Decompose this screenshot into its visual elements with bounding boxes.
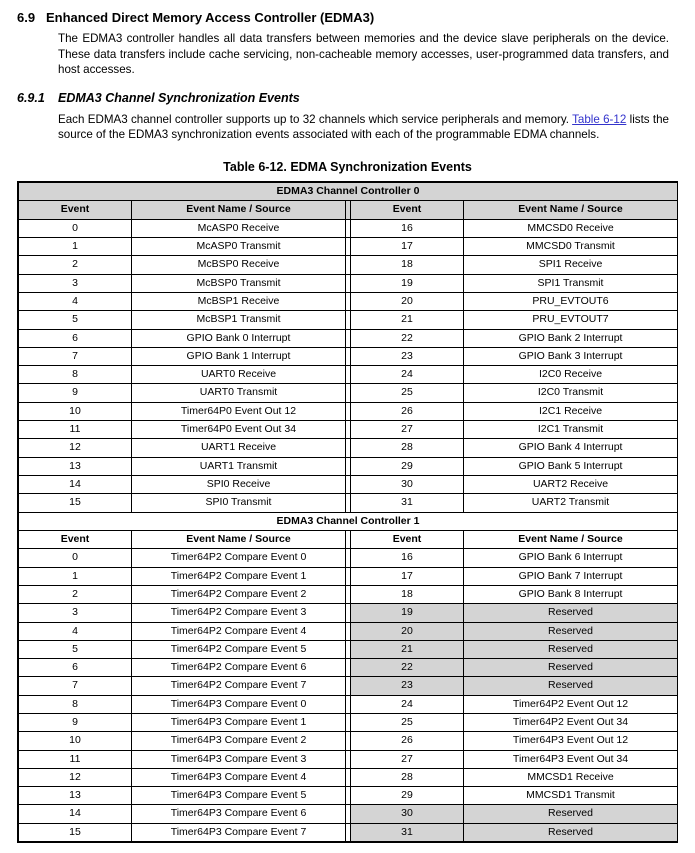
event-source-right: I2C0 Transmit [464,384,678,402]
event-source-right: MMCSD1 Receive [464,768,678,786]
event-number-right: 28 [351,768,464,786]
table-row [19,347,678,365]
paragraph-text-before-link: Each EDMA3 channel controller supports up to 32 channels which service peripherals and memory. [58,112,573,126]
event-number-right: 21 [351,311,464,329]
event-source-left: UART0 Transmit [132,384,346,402]
table-row [19,823,678,841]
column-header-name-right: Event Name / Source [464,201,678,219]
section-number: 6.9 [17,10,36,25]
event-source-right: Reserved [464,604,678,622]
event-number-left: 2 [19,256,132,274]
event-number-left: 3 [19,604,132,622]
event-number-left: 1 [19,238,132,256]
event-source-right: PRU_EVTOUT6 [464,292,678,310]
event-source-right: UART2 Transmit [464,494,678,512]
event-source-left: Timer64P3 Compare Event 3 [132,750,346,768]
event-number-right: 16 [351,219,464,237]
table-column-header-row [19,531,678,549]
subsection-title: EDMA3 Channel Synchronization Events [58,90,300,105]
event-source-right: MMCSD1 Transmit [464,787,678,805]
event-source-left: GPIO Bank 0 Interrupt [132,329,346,347]
table-row [19,549,678,567]
event-source-right: GPIO Bank 2 Interrupt [464,329,678,347]
subsection-number: 6.9.1 [17,90,45,105]
event-source-right: Reserved [464,659,678,677]
event-source-right: GPIO Bank 6 Interrupt [464,549,678,567]
event-source-right: MMCSD0 Transmit [464,238,678,256]
event-number-left: 13 [19,457,132,475]
event-number-left: 0 [19,549,132,567]
table-row [19,659,678,677]
event-number-right: 21 [351,640,464,658]
event-source-right: MMCSD0 Receive [464,219,678,237]
table-row [19,366,678,384]
column-header-name-left: Event Name / Source [132,201,346,219]
event-number-left: 14 [19,475,132,493]
event-source-left: UART0 Receive [132,366,346,384]
event-number-right: 25 [351,713,464,731]
event-number-left: 8 [19,366,132,384]
table-body [19,182,678,841]
column-header-event-left: Event [19,201,132,219]
event-number-right: 23 [351,677,464,695]
event-source-right: UART2 Receive [464,475,678,493]
subsection-heading-6-9-1 [0,78,695,105]
table-row [19,695,678,713]
subsection-paragraph [0,105,695,143]
event-number-right: 29 [351,787,464,805]
event-number-right: 27 [351,750,464,768]
event-number-right: 19 [351,274,464,292]
event-number-right: 31 [351,823,464,841]
table-caption: Table 6-12. EDMA Synchronization Events [223,159,472,174]
table-row [19,768,678,786]
event-source-left: Timer64P0 Event Out 34 [132,421,346,439]
table-row [19,750,678,768]
event-source-left: GPIO Bank 1 Interrupt [132,347,346,365]
event-number-left: 10 [19,732,132,750]
event-source-right: Reserved [464,622,678,640]
event-number-left: 11 [19,421,132,439]
table-row [19,622,678,640]
event-number-left: 9 [19,713,132,731]
column-header-event-right: Event [351,531,464,549]
event-source-right: Timer64P3 Event Out 34 [464,750,678,768]
edma-sync-events-table-wrapper [17,181,678,843]
event-number-left: 7 [19,347,132,365]
event-number-left: 6 [19,659,132,677]
table-row [19,384,678,402]
event-source-left: Timer64P2 Compare Event 3 [132,604,346,622]
table-row [19,805,678,823]
event-number-right: 24 [351,366,464,384]
event-source-right: Timer64P2 Event Out 34 [464,713,678,731]
event-number-right: 18 [351,256,464,274]
event-number-right: 20 [351,292,464,310]
event-source-left: SPI0 Receive [132,475,346,493]
event-number-right: 30 [351,475,464,493]
event-source-right: Timer64P2 Event Out 12 [464,695,678,713]
event-source-right: I2C0 Receive [464,366,678,384]
event-number-right: 18 [351,585,464,603]
event-number-right: 23 [351,347,464,365]
column-header-name-right: Event Name / Source [464,531,678,549]
table-row [19,604,678,622]
event-source-right: GPIO Bank 4 Interrupt [464,439,678,457]
event-number-left: 15 [19,494,132,512]
event-number-right: 29 [351,457,464,475]
event-number-left: 1 [19,567,132,585]
event-source-left: Timer64P2 Compare Event 6 [132,659,346,677]
column-header-name-left: Event Name / Source [132,531,346,549]
event-source-left: Timer64P3 Compare Event 2 [132,732,346,750]
event-source-right: I2C1 Receive [464,402,678,420]
event-number-right: 17 [351,238,464,256]
event-number-left: 10 [19,402,132,420]
table-cross-reference-link[interactable]: Table 6-12 [572,112,627,126]
event-source-right: Reserved [464,677,678,695]
event-number-right: 25 [351,384,464,402]
table-row [19,677,678,695]
table-row [19,311,678,329]
event-number-left: 15 [19,823,132,841]
event-number-right: 24 [351,695,464,713]
event-source-right: GPIO Bank 7 Interrupt [464,567,678,585]
table-row [19,274,678,292]
event-number-left: 11 [19,750,132,768]
event-source-right: I2C1 Transmit [464,421,678,439]
table-row [19,585,678,603]
event-number-left: 5 [19,311,132,329]
section-paragraph: The EDMA3 controller handles all data transfers between memories and the device slave peripherals on the device. These data transfers include cache servicing, non-cacheable memory accesses, user-programmed data transfers, and host accesses. [58,32,669,77]
event-number-left: 3 [19,274,132,292]
table-column-header-row [19,201,678,219]
controller-banner-label: EDMA3 Channel Controller 0 [19,182,678,201]
event-number-left: 14 [19,805,132,823]
event-source-left: Timer64P2 Compare Event 2 [132,585,346,603]
event-number-left: 13 [19,787,132,805]
event-number-left: 12 [19,768,132,786]
event-source-left: Timer64P3 Compare Event 4 [132,768,346,786]
event-source-left: Timer64P0 Event Out 12 [132,402,346,420]
table-row [19,256,678,274]
table-row [19,640,678,658]
event-source-left: McASP0 Receive [132,219,346,237]
table-row [19,402,678,420]
event-number-right: 17 [351,567,464,585]
event-number-right: 22 [351,329,464,347]
event-source-right: SPI1 Receive [464,256,678,274]
event-source-right: PRU_EVTOUT7 [464,311,678,329]
event-source-left: Timer64P2 Compare Event 4 [132,622,346,640]
event-number-left: 5 [19,640,132,658]
event-number-left: 4 [19,622,132,640]
event-number-right: 26 [351,402,464,420]
table-row [19,238,678,256]
event-number-right: 26 [351,732,464,750]
table-row [19,494,678,512]
event-source-left: Timer64P3 Compare Event 0 [132,695,346,713]
event-number-left: 0 [19,219,132,237]
controller-banner-label: EDMA3 Channel Controller 1 [19,512,678,531]
section-heading-6-9 [0,0,695,25]
event-number-right: 19 [351,604,464,622]
event-number-right: 31 [351,494,464,512]
table-row [19,329,678,347]
event-source-right: GPIO Bank 8 Interrupt [464,585,678,603]
paragraph-text-after-link: lists the source of the EDMA3 synchronization events associated with each of the programmable EDMA channels. [58,112,669,142]
table-row [19,732,678,750]
event-source-left: Timer64P2 Compare Event 1 [132,567,346,585]
event-source-left: Timer64P3 Compare Event 1 [132,713,346,731]
event-number-left: 4 [19,292,132,310]
event-source-left: McBSP1 Receive [132,292,346,310]
controller-banner-row [19,182,678,201]
column-header-event-right: Event [351,201,464,219]
event-source-left: Timer64P2 Compare Event 5 [132,640,346,658]
event-source-left: Timer64P3 Compare Event 7 [132,823,346,841]
controller-banner-row [19,512,678,531]
edma-sync-events-table [18,182,678,842]
event-source-right: Reserved [464,805,678,823]
event-source-left: SPI0 Transmit [132,494,346,512]
event-source-right: SPI1 Transmit [464,274,678,292]
event-source-left: McBSP1 Transmit [132,311,346,329]
table-row [19,787,678,805]
event-source-left: Timer64P2 Compare Event 7 [132,677,346,695]
event-source-left: McBSP0 Transmit [132,274,346,292]
event-source-left: Timer64P2 Compare Event 0 [132,549,346,567]
column-header-event-left: Event [19,531,132,549]
event-source-right: Timer64P3 Event Out 12 [464,732,678,750]
event-source-left: McASP0 Transmit [132,238,346,256]
table-row [19,567,678,585]
event-source-right: Reserved [464,823,678,841]
event-number-left: 7 [19,677,132,695]
event-number-right: 22 [351,659,464,677]
event-number-right: 20 [351,622,464,640]
event-source-left: UART1 Receive [132,439,346,457]
event-number-left: 6 [19,329,132,347]
event-source-left: Timer64P3 Compare Event 6 [132,805,346,823]
event-number-left: 2 [19,585,132,603]
event-number-right: 28 [351,439,464,457]
table-row [19,439,678,457]
event-source-right: Reserved [464,640,678,658]
table-row [19,713,678,731]
event-source-right: GPIO Bank 3 Interrupt [464,347,678,365]
event-source-left: UART1 Transmit [132,457,346,475]
event-source-left: McBSP0 Receive [132,256,346,274]
table-row [19,292,678,310]
table-row [19,421,678,439]
event-number-right: 27 [351,421,464,439]
event-source-left: Timer64P3 Compare Event 5 [132,787,346,805]
section-title: Enhanced Direct Memory Access Controller (EDMA3) [46,10,375,25]
event-number-right: 16 [351,549,464,567]
event-number-left: 8 [19,695,132,713]
event-source-right: GPIO Bank 5 Interrupt [464,457,678,475]
table-row [19,457,678,475]
table-row [19,219,678,237]
event-number-left: 9 [19,384,132,402]
event-number-left: 12 [19,439,132,457]
event-number-right: 30 [351,805,464,823]
table-row [19,475,678,493]
